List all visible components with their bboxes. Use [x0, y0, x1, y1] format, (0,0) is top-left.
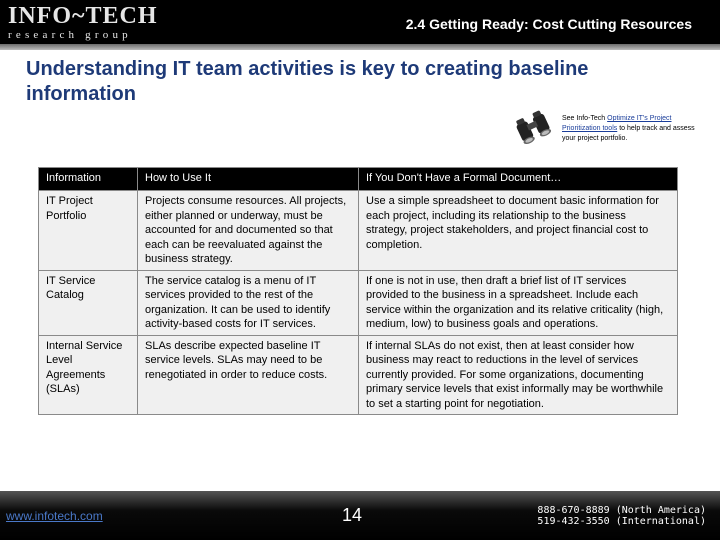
phone-international: 519-432-3550 (International) [537, 516, 706, 527]
logo-main-text: INFO~TECH [8, 3, 158, 29]
header-how-to-use: How to Use It [138, 168, 359, 191]
activities-table [38, 167, 678, 415]
table-header-row [39, 168, 678, 191]
contact-phones [537, 505, 706, 527]
note-suffix: to help track and assess your project portfolio. [562, 125, 695, 142]
phone-north-america: 888-670-8889 (North America) [537, 505, 706, 516]
tool-note [562, 114, 702, 144]
page-number: 14 [342, 505, 363, 525]
header-information: Information [39, 168, 138, 191]
cell-how: SLAs describe expected baseline IT service levels. SLAs may need to be renegotiated in order to reduce costs. [138, 335, 359, 415]
page-title: Understanding IT team activities is key to creating baseline information [26, 58, 589, 105]
cell-if-not: If one is not in use, then draft a brief list of IT services provided to the business in a spreadsheet. Include each service within the organization and its relative criticality (high, medium, low) to business goals and operations. [359, 270, 678, 335]
logo [8, 4, 158, 41]
table-row [39, 335, 678, 415]
note-prefix: See Info-Tech [562, 115, 608, 122]
logo-sub-text: research group [8, 29, 132, 41]
cell-information: Internal Service Level Agreements (SLAs) [39, 335, 138, 415]
binoculars-icon [512, 110, 556, 144]
header-bar [0, 0, 720, 44]
cell-how: The service catalog is a menu of IT services provided to the rest of the organization. It can be used to identify activity-based costs for IT services. [138, 270, 359, 335]
cell-if-not: Use a simple spreadsheet to document basic information for each project, including its relationship to the business strategy, project stakeholders, and project financial cost to completion. [359, 191, 678, 271]
prioritization-tools-link[interactable]: Optimize IT's Project Prioritization tools [562, 115, 672, 132]
cell-information: IT Project Portfolio [39, 191, 138, 271]
website-link[interactable]: www.infotech.com [6, 509, 103, 523]
cell-information: IT Service Catalog [39, 270, 138, 335]
header-no-formal-document: If You Don't Have a Formal Document… [359, 168, 678, 191]
header-divider [0, 44, 720, 50]
table-row [39, 270, 678, 335]
cell-how: Projects consume resources. All projects, either planned or underway, must be accounted for and documented so that each can be reevaluated against the business strategy. [138, 191, 359, 271]
slide-title: 2.4 Getting Ready: Cost Cutting Resources [405, 16, 692, 32]
table-row [39, 191, 678, 271]
cell-if-not: If internal SLAs do not exist, then at least consider how business may react to reductions in the level of services currently provided. For some organizations, documenting primary service levels that exist informally may be worthwhile to set a starting point for negotiation. [359, 335, 678, 415]
